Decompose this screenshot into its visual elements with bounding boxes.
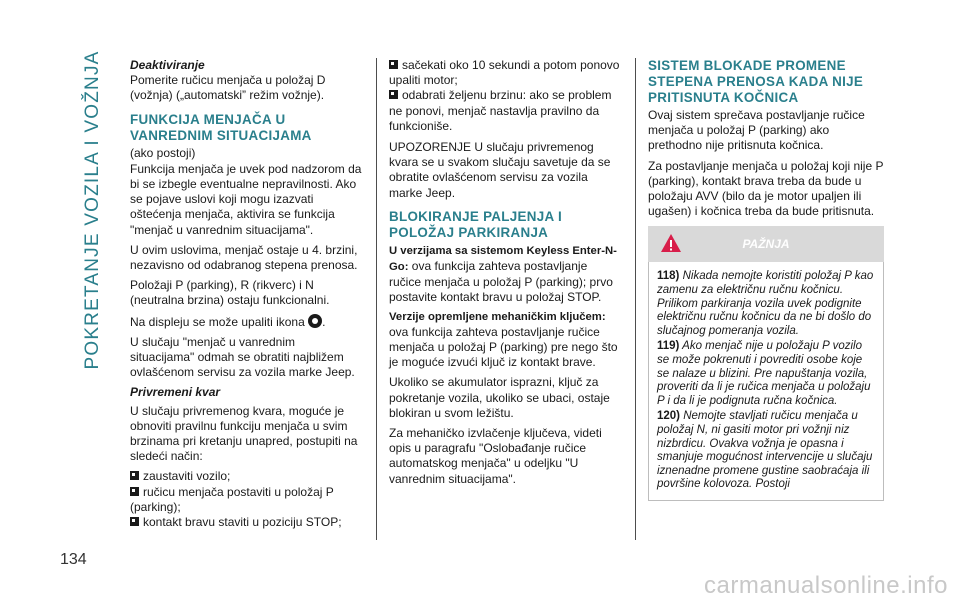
list-item-text: zaustaviti vozilo;	[143, 469, 231, 484]
warning-number: 119)	[657, 340, 680, 353]
warning-header	[648, 226, 884, 262]
bullet-square-icon	[130, 487, 139, 496]
list-item	[130, 485, 362, 515]
bullet-square-icon	[389, 90, 398, 99]
bullet-square-icon	[389, 60, 398, 69]
bullet-square-icon	[130, 471, 139, 480]
warning-text: Nikada nemojte koristiti položaj P kao zamenu za električnu ručnu kočnicu. Prilikom parkiranja vozila uvek podignite električnu ručnu kočnicu da ne bi došlo do slučajnog pomeranja vozila.	[657, 270, 874, 337]
paragraph: Funkcija menjača je uvek pod nadzorom da bi se izbegle eventualne nepravilnosti. Ako se pojave uslovi koji mogu izazvati oštećenja menjača, aktivira se funkcija "menjač u vanrednim situacijama".	[130, 161, 362, 237]
warning-box	[648, 226, 884, 501]
paragraph: Za mehaničko izvlačenje ključeva, videti opis u paragrafu "Oslobađanje ručice automatskog menjača" u odeljku "U vanrednim situacijama".	[389, 426, 602, 486]
bullet-square-icon	[130, 517, 139, 526]
paragraph: Položaji P (parking), R (rikverc) i N (neutralna brzina) ostaju funkcionalni.	[130, 278, 330, 308]
gear-warning-icon	[308, 314, 322, 328]
warning-label: PAŽNJA	[742, 237, 790, 252]
warning-number: 118)	[657, 270, 680, 283]
paragraph: ova funkcija zahteva postavljanje ručice menjača u položaj P (parking); prvo postavite kontakt bravu u položaj STOP.	[389, 259, 613, 305]
paragraph: Pomerite ručicu menjača u položaj D (vožnja) („automatski” režim vožnje).	[130, 73, 326, 103]
list-item	[389, 88, 621, 134]
warning-item	[657, 340, 877, 408]
column-divider	[376, 58, 377, 540]
paragraph: Za postavljanje menjača u položaj koji nije P (parking), kontakt brava treba da bude u položaju AVV (bilo da je motor upaljen ili ugašen) i kočnica treba da bude pritisnuta.	[648, 158, 884, 219]
paragraph: UPOZORENJE U slučaju privremenog kvara se u svakom slučaju savetuje da se obratite ovlašćenom servisu za vozila marke Jeep.	[389, 140, 611, 200]
list-item	[130, 515, 362, 530]
paragraph-text: Na displeju se može upaliti ikona	[130, 314, 305, 329]
section-heading-sistem-blokade: SISTEM BLOKADE PROMENE STEPENA PRENOSA KADA NIJE PRITISNUTA KOČNICA	[648, 58, 864, 105]
column-divider	[635, 58, 636, 540]
paragraph-text-end: .	[322, 314, 326, 329]
paragraph: Ukoliko se akumulator isprazni, ključ za pokretanje vozila, ukoliko se ubaci, ostaje blokiran u svom ležištu.	[389, 375, 610, 420]
list-item	[130, 469, 362, 484]
subheading-mehanicki-kljuc: Verzije opremljene mehaničkim ključem:	[389, 310, 606, 323]
list-item-text: ručicu menjača postaviti u položaj P (parking);	[130, 484, 334, 514]
section-heading-blokiranje: BLOKIRANJE PALJENJA I POLOŽAJ PARKIRANJA	[389, 208, 562, 240]
list-item-text: odabrati željenu brzinu: ako se problem ne ponovi, menjač nastavlja pravilno da funkcioniše.	[389, 88, 612, 133]
watermark: carmanualsonline.info	[704, 572, 948, 599]
column-1	[130, 58, 362, 530]
column-2	[389, 58, 621, 492]
paragraph: ova funkcija zahteva postavljanje ručice menjača u položaj P (parking) pre nego što je moguće izvući ključ iz kontakt brave.	[389, 324, 618, 370]
warning-number: 120)	[657, 410, 681, 423]
side-title-text: POKRETANJE VOZILA I VOŽNJA	[82, 50, 103, 370]
paragraph: U slučaju privremenog kvara, moguće je obnoviti pravilnu funkciju menjača u svim brzinama pri kretanju unapred, postupiti na sledeći način:	[130, 403, 358, 464]
page-number: 134	[60, 551, 87, 568]
paragraph: Ovaj sistem sprečava postavljanje ručice menjača u položaj P (parking) ako prethodno nije pritisnuta kočnica.	[648, 108, 865, 153]
paragraph-icon-line	[130, 314, 362, 330]
column-3	[648, 58, 884, 501]
paragraph: U ovim uslovima, menjač ostaje u 4. brzini, nezavisno od odabranog stepena prenosa.	[130, 242, 358, 273]
section-heading-funkcija: FUNKCIJA MENJAČA U VANREDNIM SITUACIJAMA	[130, 111, 312, 143]
warning-item	[657, 270, 877, 338]
paragraph: (ako postoji)	[130, 145, 196, 160]
side-chapter-title	[78, 50, 108, 370]
subheading-keyless: U verzijama sa sistemom Keyless Enter-N-Go:	[389, 244, 617, 274]
subheading-privremeni-kvar: Privremeni kvar	[130, 385, 221, 400]
warning-item	[657, 410, 877, 492]
subheading-deaktiviranje: Deaktiviranje	[130, 58, 205, 72]
warning-text: Nemojte stavljati ručicu menjača u položaj N, ni gasiti motor pri vožnji niz nizbrdicu. Ovakva vožnja je opasna i smanjuje mogućnost intervencije u slučaju iznenadne promene gustine saobraćaja ili površine kolovoza. Postoji	[657, 410, 873, 491]
list-item-text: kontakt bravu staviti u poziciju STOP;	[143, 515, 342, 530]
warning-body	[648, 262, 884, 501]
paragraph: U slučaju "menjač u vanrednim situacijama" odmah se obratiti najbližem ovlašćenom servisu za vozila marke Jeep.	[130, 334, 355, 380]
list-item-text: sačekati oko 10 sekundi a potom ponovo upaliti motor;	[389, 58, 620, 88]
list-item	[389, 58, 621, 88]
warning-text: Ako menjač nije u položaju P vozilo se može pokrenuti i povrediti osobe koje se nalaze u blizini. Pre napuštanja vozila, proveriti da li je ručica menjača u položaju P i da li je podignuta ručna kočnica.	[657, 340, 871, 407]
